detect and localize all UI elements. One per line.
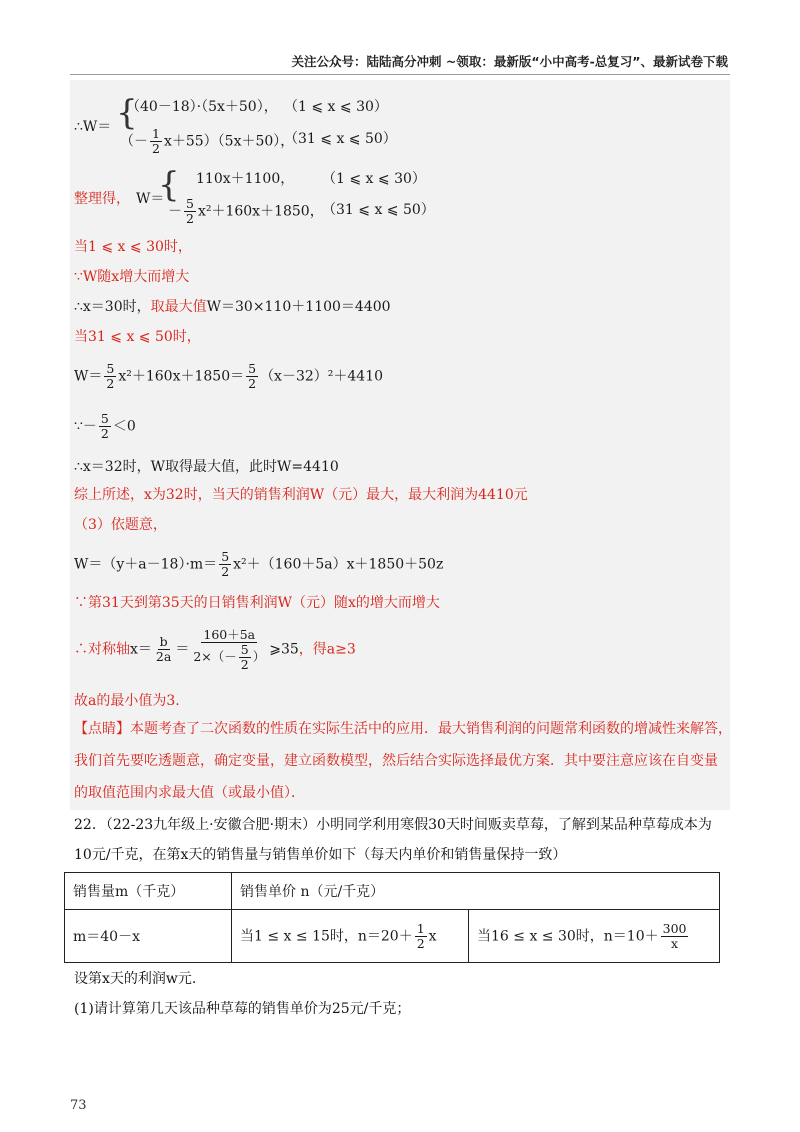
sales-table	[64, 872, 720, 963]
header-divider	[70, 74, 730, 75]
header-price: 销售单价 n（元/千克）	[232, 873, 720, 910]
tidy-case2-expr: － $\frac{5}{2}$ x²＋160x＋1850，	[168, 196, 324, 226]
w-increasing: ∵W随x增大而增大	[74, 269, 190, 285]
quantity-formula: m＝40－x	[65, 910, 232, 963]
negative-coefficient: ∵－ $\frac{5}{2}$ ＜0	[74, 411, 136, 441]
max-case1: ∴x＝30时，取最大值W＝30×110＋1100＝4400	[74, 299, 391, 315]
price-case1: 当1 ≤ x ≤ 15时，n＝20＋ $\frac{1}{2}$ x	[232, 910, 469, 963]
tidy-case1-cond: （1 ⩽ x ⩽ 30）	[322, 171, 426, 187]
problem22-line2: 10元/千克，在第x天的销售量与销售单价如下（每天内单价和销售量保持一致）	[74, 847, 567, 863]
page-header: 关注公众号：陆陆高分冲刺 ~领取：最新版“小中高考-总复习”、最新试卷下载	[291, 54, 728, 69]
profit-definition: 设第x天的利润w元.	[74, 971, 197, 987]
when-case1: 当1 ⩽ x ⩽ 30时，	[74, 239, 192, 255]
tidy-w: W＝	[136, 191, 165, 207]
table-header-row	[65, 873, 720, 910]
symmetry-axis-line: ∴对称轴x＝ $\frac{b}{2a}$ ＝ 160＋5a 2×（－ $\frac{5}{2}$ ） ⩾35，得a≥3	[74, 627, 356, 672]
when-case2: 当31 ⩽ x ⩽ 50时，	[74, 329, 201, 345]
tidy-case1-expr: 110x＋1100，	[196, 171, 295, 187]
comment-line-1: 【点睛】本题考查了二次函数的性质在实际生活中的应用．最大销售利润的问题常利函数的增减性来解答，	[74, 721, 732, 737]
conclusion: 故a的最小值为3.	[74, 693, 180, 709]
w-brace: {	[116, 93, 138, 133]
table-row	[65, 910, 720, 963]
w-label: ∴W＝	[74, 119, 112, 135]
problem22-line1: 22．（22-23九年级上·安徽合肥·期末）小明同学利用寒假30天时间贩卖草莓，了解到某品种草莓成本为	[74, 817, 712, 833]
part3-equation: W＝（y＋a－18）·m＝ $\frac{5}{2}$ x²＋（160＋5a）x＋1850＋50z	[74, 549, 444, 579]
summary-line: 综上所述，x为32时，当天的销售利润W（元）最大，最大利润为4410元	[74, 487, 528, 503]
w-case2-cond: （31 ⩽ x ⩽ 50）	[284, 131, 397, 147]
tidy-label: 整理得，	[74, 191, 130, 207]
page-number: 73	[70, 1098, 87, 1113]
header-quantity: 销售量m（千克）	[65, 873, 232, 910]
tidy-case2-cond: （31 ⩽ x ⩽ 50）	[322, 202, 435, 218]
w-vertex-form: W＝ $\frac{5}{2}$ x²＋160x＋1850＝ $\frac{5}{2}$ （x－32）²＋4410	[74, 361, 384, 391]
w-case1-expr: （40－18）·（5x＋50），	[126, 99, 278, 115]
comment-line-3: 的取值范围内求最大值（或最小值）．	[74, 785, 305, 801]
increase-condition: ∵第31天到第35天的日销售利润W（元）随x的增大而增大	[74, 595, 440, 611]
part3-label: （3）依题意，	[74, 517, 167, 533]
question-1: (1)请计算第几天该品种草莓的销售单价为25元/千克；	[74, 1001, 411, 1017]
w-case2-expr: （－ $\frac{1}{2}$ x＋55）（5x＋50），	[120, 126, 295, 156]
max-case2: ∴x＝32时，W取得最大值，此时W=4410	[74, 459, 339, 475]
tidy-brace: {	[158, 165, 180, 205]
price-case2: 当16 ≤ x ≤ 30时，n＝10＋ $\frac{300}{x}$	[469, 910, 720, 963]
comment-line-2: 我们首先要吃透题意，确定变量，建立函数模型，然后结合实际选择最优方案．其中要注意应该在自变量	[74, 753, 718, 769]
w-case1-cond: （1 ⩽ x ⩽ 30）	[284, 99, 388, 115]
